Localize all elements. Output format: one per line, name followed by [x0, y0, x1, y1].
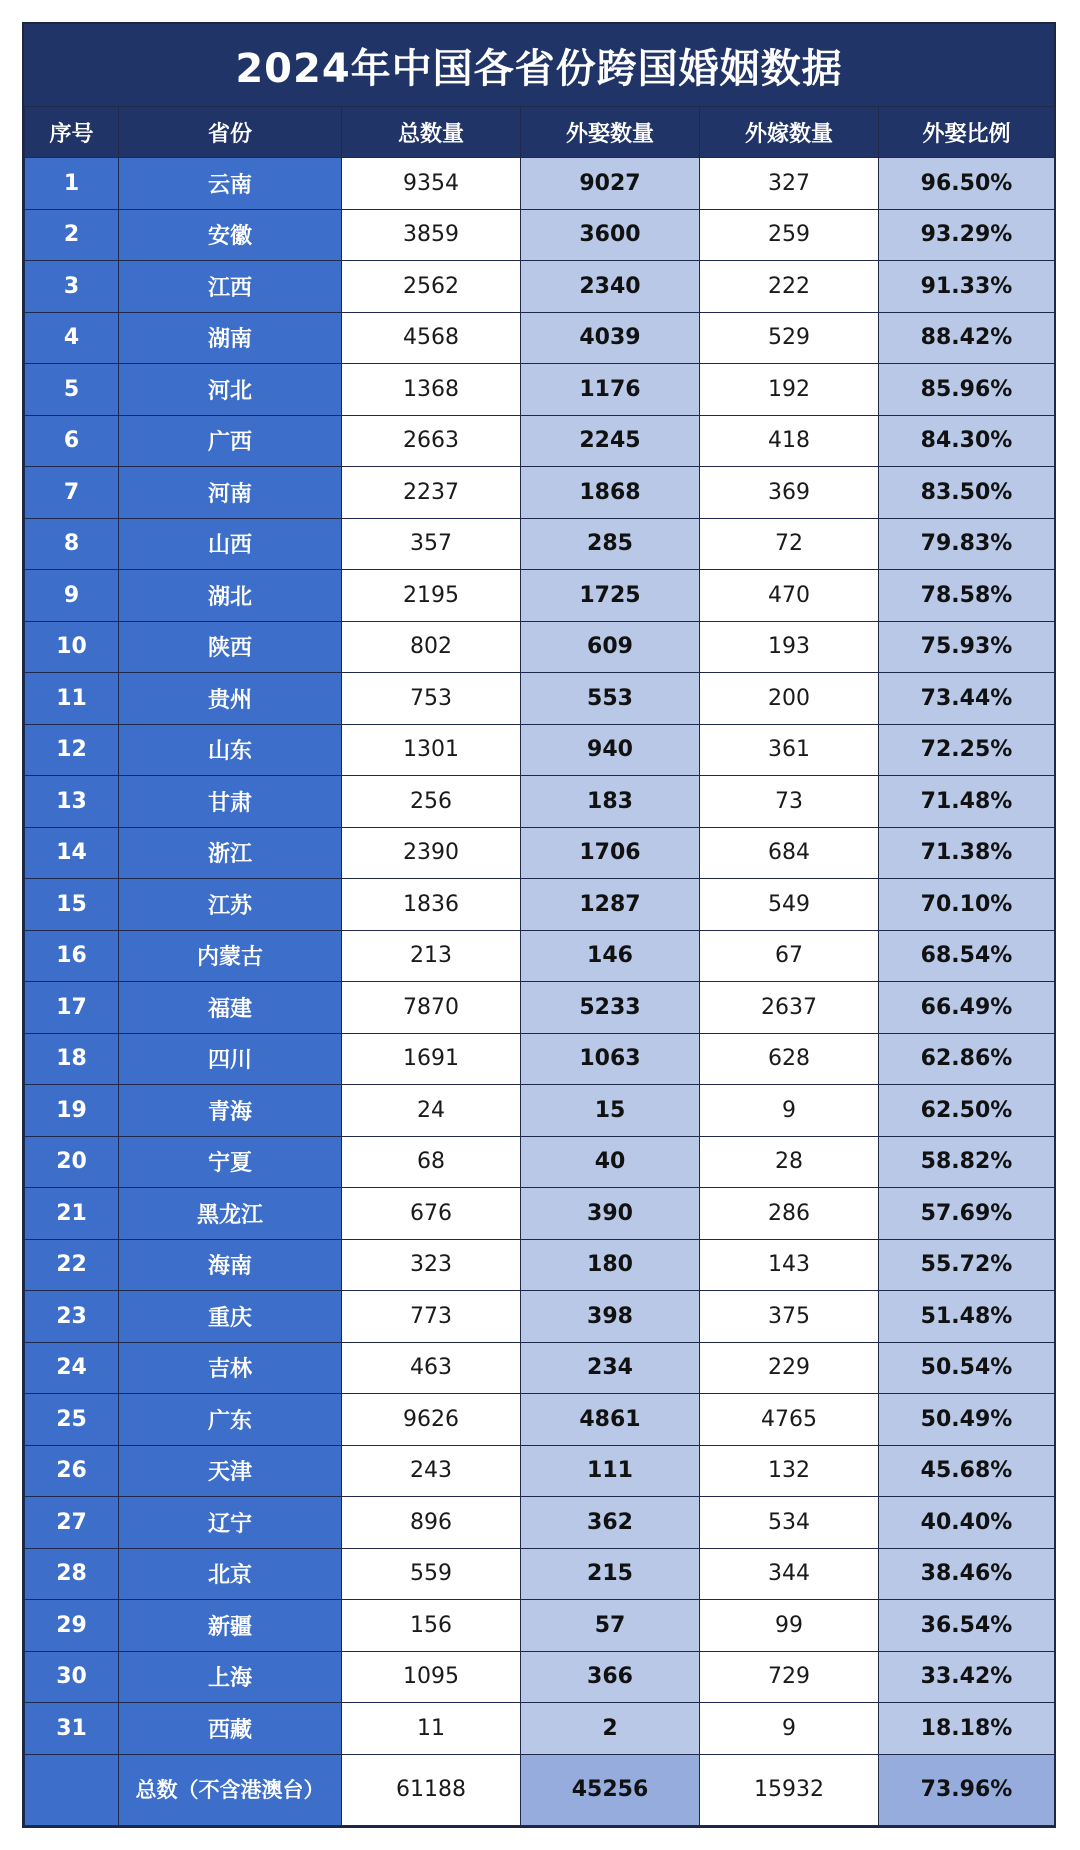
table-row: [25, 1085, 1055, 1137]
cell-province: 河北: [119, 364, 342, 416]
cell-married-in: 369: [700, 467, 879, 519]
header-married-in: 外嫁数量: [700, 107, 879, 158]
cell-married-out: 366: [521, 1651, 700, 1703]
header-row: [25, 107, 1055, 158]
summary-ratio: 73.96%: [879, 1754, 1055, 1825]
cell-province: 上海: [119, 1651, 342, 1703]
cell-index: 20: [25, 1136, 119, 1188]
cell-ratio: 78.58%: [879, 570, 1055, 622]
cell-province: 内蒙古: [119, 930, 342, 982]
table-row: [25, 1497, 1055, 1549]
cell-married-out: 3600: [521, 209, 700, 261]
cell-married-in: 28: [700, 1136, 879, 1188]
cell-province: 江苏: [119, 879, 342, 931]
cell-married-in: 222: [700, 261, 879, 313]
cell-married-in: 259: [700, 209, 879, 261]
cell-ratio: 96.50%: [879, 158, 1055, 210]
table-row: [25, 621, 1055, 673]
cell-province: 吉林: [119, 1342, 342, 1394]
table-row: [25, 1651, 1055, 1703]
cell-married-out: 15: [521, 1085, 700, 1137]
cell-married-out: 1176: [521, 364, 700, 416]
cell-total: 1836: [342, 879, 521, 931]
cell-married-in: 73: [700, 776, 879, 828]
cell-province: 山东: [119, 724, 342, 776]
table-row: [25, 467, 1055, 519]
cell-index: 2: [25, 209, 119, 261]
cell-province: 陕西: [119, 621, 342, 673]
cell-index: 30: [25, 1651, 119, 1703]
cell-total: 676: [342, 1188, 521, 1240]
cell-married-out: 40: [521, 1136, 700, 1188]
header-married-out: 外娶数量: [521, 107, 700, 158]
table-row: [25, 1703, 1055, 1755]
cell-province: 浙江: [119, 827, 342, 879]
cell-married-out: 2: [521, 1703, 700, 1755]
cell-total: 2562: [342, 261, 521, 313]
cell-total: 156: [342, 1600, 521, 1652]
cell-ratio: 33.42%: [879, 1651, 1055, 1703]
table-row: [25, 1136, 1055, 1188]
header-total: 总数量: [342, 107, 521, 158]
cell-married-in: 192: [700, 364, 879, 416]
cell-married-out: 390: [521, 1188, 700, 1240]
cell-married-out: 4039: [521, 312, 700, 364]
cell-province: 广东: [119, 1394, 342, 1446]
cell-married-in: 534: [700, 1497, 879, 1549]
cell-province: 广西: [119, 415, 342, 467]
cell-married-in: 418: [700, 415, 879, 467]
cell-ratio: 55.72%: [879, 1239, 1055, 1291]
cell-index: 12: [25, 724, 119, 776]
page-title: 2024年中国各省份跨国婚姻数据: [24, 24, 1054, 106]
cell-married-in: 549: [700, 879, 879, 931]
cell-ratio: 71.38%: [879, 827, 1055, 879]
cell-married-in: 143: [700, 1239, 879, 1291]
cell-married-in: 4765: [700, 1394, 879, 1446]
cell-ratio: 58.82%: [879, 1136, 1055, 1188]
table-row: [25, 261, 1055, 313]
cell-ratio: 93.29%: [879, 209, 1055, 261]
cell-married-out: 1287: [521, 879, 700, 931]
cell-married-in: 375: [700, 1291, 879, 1343]
cell-province: 辽宁: [119, 1497, 342, 1549]
table-row: [25, 776, 1055, 828]
summary-total: 61188: [342, 1754, 521, 1825]
cell-total: 4568: [342, 312, 521, 364]
cell-married-in: 529: [700, 312, 879, 364]
cell-province: 重庆: [119, 1291, 342, 1343]
cell-ratio: 68.54%: [879, 930, 1055, 982]
table-row: [25, 158, 1055, 210]
cell-married-out: 553: [521, 673, 700, 725]
table-row: [25, 364, 1055, 416]
cell-married-out: 1706: [521, 827, 700, 879]
cell-married-in: 729: [700, 1651, 879, 1703]
cell-ratio: 38.46%: [879, 1548, 1055, 1600]
cell-index: 23: [25, 1291, 119, 1343]
cell-married-in: 229: [700, 1342, 879, 1394]
cell-total: 753: [342, 673, 521, 725]
cell-ratio: 72.25%: [879, 724, 1055, 776]
cell-index: 21: [25, 1188, 119, 1240]
cell-married-out: 183: [521, 776, 700, 828]
cell-total: 256: [342, 776, 521, 828]
table-row: [25, 415, 1055, 467]
cell-index: 22: [25, 1239, 119, 1291]
cell-total: 2390: [342, 827, 521, 879]
cell-total: 2195: [342, 570, 521, 622]
cell-index: 25: [25, 1394, 119, 1446]
cell-ratio: 50.49%: [879, 1394, 1055, 1446]
cell-index: 11: [25, 673, 119, 725]
cell-married-in: 67: [700, 930, 879, 982]
cell-married-in: 286: [700, 1188, 879, 1240]
table-row: [25, 1291, 1055, 1343]
header-province: 省份: [119, 107, 342, 158]
cell-married-in: 200: [700, 673, 879, 725]
table-row: [25, 209, 1055, 261]
summary-label: 总数（不含港澳台）: [119, 1754, 342, 1825]
cell-total: 9354: [342, 158, 521, 210]
cell-index: 15: [25, 879, 119, 931]
cell-ratio: 91.33%: [879, 261, 1055, 313]
cell-married-out: 1725: [521, 570, 700, 622]
cell-province: 宁夏: [119, 1136, 342, 1188]
header-index: 序号: [25, 107, 119, 158]
cell-total: 559: [342, 1548, 521, 1600]
cell-married-out: 215: [521, 1548, 700, 1600]
cell-married-in: 684: [700, 827, 879, 879]
table-row: [25, 827, 1055, 879]
cell-index: 10: [25, 621, 119, 673]
cell-total: 243: [342, 1445, 521, 1497]
table-row: [25, 1445, 1055, 1497]
cell-index: 26: [25, 1445, 119, 1497]
cell-total: 2237: [342, 467, 521, 519]
cell-total: 773: [342, 1291, 521, 1343]
table-row: [25, 879, 1055, 931]
cell-province: 新疆: [119, 1600, 342, 1652]
cell-province: 山西: [119, 518, 342, 570]
cell-married-out: 2340: [521, 261, 700, 313]
cell-province: 湖北: [119, 570, 342, 622]
cell-ratio: 50.54%: [879, 1342, 1055, 1394]
cell-total: 802: [342, 621, 521, 673]
cell-married-in: 9: [700, 1703, 879, 1755]
cell-married-in: 628: [700, 1033, 879, 1085]
cell-province: 西藏: [119, 1703, 342, 1755]
cell-ratio: 51.48%: [879, 1291, 1055, 1343]
cell-province: 黑龙江: [119, 1188, 342, 1240]
cell-index: 14: [25, 827, 119, 879]
table-body: [25, 158, 1055, 1826]
cell-index: 3: [25, 261, 119, 313]
cell-total: 2663: [342, 415, 521, 467]
cell-ratio: 36.54%: [879, 1600, 1055, 1652]
summary-married-in: 15932: [700, 1754, 879, 1825]
cell-province: 天津: [119, 1445, 342, 1497]
cell-province: 安徽: [119, 209, 342, 261]
table-row: [25, 1239, 1055, 1291]
table-row: [25, 1033, 1055, 1085]
table-row: [25, 570, 1055, 622]
cell-ratio: 57.69%: [879, 1188, 1055, 1240]
cell-married-in: 327: [700, 158, 879, 210]
header-ratio: 外娶比例: [879, 107, 1055, 158]
cell-ratio: 45.68%: [879, 1445, 1055, 1497]
table-row: [25, 1188, 1055, 1240]
cell-ratio: 83.50%: [879, 467, 1055, 519]
cell-married-in: 2637: [700, 982, 879, 1034]
table-row: [25, 724, 1055, 776]
cell-ratio: 62.50%: [879, 1085, 1055, 1137]
cell-index: 9: [25, 570, 119, 622]
cell-province: 海南: [119, 1239, 342, 1291]
cell-total: 11: [342, 1703, 521, 1755]
cell-ratio: 18.18%: [879, 1703, 1055, 1755]
table-row: [25, 312, 1055, 364]
cell-province: 北京: [119, 1548, 342, 1600]
cell-index: 8: [25, 518, 119, 570]
table-row: [25, 673, 1055, 725]
cell-married-out: 111: [521, 1445, 700, 1497]
cell-married-in: 470: [700, 570, 879, 622]
cell-total: 9626: [342, 1394, 521, 1446]
cell-married-out: 2245: [521, 415, 700, 467]
table-row: [25, 518, 1055, 570]
cell-index: 7: [25, 467, 119, 519]
cell-total: 213: [342, 930, 521, 982]
cell-married-out: 234: [521, 1342, 700, 1394]
cell-index: 4: [25, 312, 119, 364]
cell-total: 7870: [342, 982, 521, 1034]
summary-index: [25, 1754, 119, 1825]
cell-married-out: 4861: [521, 1394, 700, 1446]
cell-total: 896: [342, 1497, 521, 1549]
cell-ratio: 71.48%: [879, 776, 1055, 828]
cell-married-in: 9: [700, 1085, 879, 1137]
cell-total: 1095: [342, 1651, 521, 1703]
cell-total: 68: [342, 1136, 521, 1188]
cell-ratio: 40.40%: [879, 1497, 1055, 1549]
cell-married-out: 362: [521, 1497, 700, 1549]
cell-married-out: 146: [521, 930, 700, 982]
table-row: [25, 1600, 1055, 1652]
cell-ratio: 66.49%: [879, 982, 1055, 1034]
cell-married-out: 180: [521, 1239, 700, 1291]
table-row: [25, 1548, 1055, 1600]
cell-province: 四川: [119, 1033, 342, 1085]
cell-total: 1368: [342, 364, 521, 416]
cell-married-out: 1868: [521, 467, 700, 519]
cell-ratio: 62.86%: [879, 1033, 1055, 1085]
table-row: [25, 930, 1055, 982]
table-row: [25, 1342, 1055, 1394]
cell-married-out: 940: [521, 724, 700, 776]
cell-index: 16: [25, 930, 119, 982]
table-frame: [22, 22, 1056, 1828]
cell-ratio: 84.30%: [879, 415, 1055, 467]
cell-total: 463: [342, 1342, 521, 1394]
cell-index: 1: [25, 158, 119, 210]
cell-index: 5: [25, 364, 119, 416]
cell-province: 贵州: [119, 673, 342, 725]
cell-index: 13: [25, 776, 119, 828]
cell-ratio: 70.10%: [879, 879, 1055, 931]
summary-row: [25, 1754, 1055, 1825]
cell-index: 31: [25, 1703, 119, 1755]
cell-married-in: 72: [700, 518, 879, 570]
cell-province: 甘肃: [119, 776, 342, 828]
cell-total: 323: [342, 1239, 521, 1291]
cell-index: 29: [25, 1600, 119, 1652]
table-row: [25, 1394, 1055, 1446]
cell-married-out: 285: [521, 518, 700, 570]
cell-ratio: 75.93%: [879, 621, 1055, 673]
summary-married-out: 45256: [521, 1754, 700, 1825]
cell-total: 3859: [342, 209, 521, 261]
cell-married-out: 5233: [521, 982, 700, 1034]
cell-total: 24: [342, 1085, 521, 1137]
cell-ratio: 73.44%: [879, 673, 1055, 725]
cell-index: 6: [25, 415, 119, 467]
cell-married-out: 57: [521, 1600, 700, 1652]
cell-index: 19: [25, 1085, 119, 1137]
cell-index: 18: [25, 1033, 119, 1085]
cell-ratio: 79.83%: [879, 518, 1055, 570]
cell-index: 27: [25, 1497, 119, 1549]
cell-province: 青海: [119, 1085, 342, 1137]
cell-total: 1691: [342, 1033, 521, 1085]
cell-married-out: 609: [521, 621, 700, 673]
cell-index: 17: [25, 982, 119, 1034]
cell-total: 1301: [342, 724, 521, 776]
cell-married-in: 99: [700, 1600, 879, 1652]
cell-married-in: 132: [700, 1445, 879, 1497]
cell-index: 28: [25, 1548, 119, 1600]
cell-province: 江西: [119, 261, 342, 313]
cell-province: 河南: [119, 467, 342, 519]
cell-married-out: 9027: [521, 158, 700, 210]
cell-married-out: 398: [521, 1291, 700, 1343]
table-row: [25, 982, 1055, 1034]
cell-married-in: 344: [700, 1548, 879, 1600]
cell-province: 云南: [119, 158, 342, 210]
cell-married-in: 193: [700, 621, 879, 673]
cell-married-in: 361: [700, 724, 879, 776]
cell-ratio: 88.42%: [879, 312, 1055, 364]
cell-ratio: 85.96%: [879, 364, 1055, 416]
cell-married-out: 1063: [521, 1033, 700, 1085]
cell-province: 湖南: [119, 312, 342, 364]
cell-province: 福建: [119, 982, 342, 1034]
cell-total: 357: [342, 518, 521, 570]
marriage-data-table: [24, 106, 1055, 1826]
cell-index: 24: [25, 1342, 119, 1394]
